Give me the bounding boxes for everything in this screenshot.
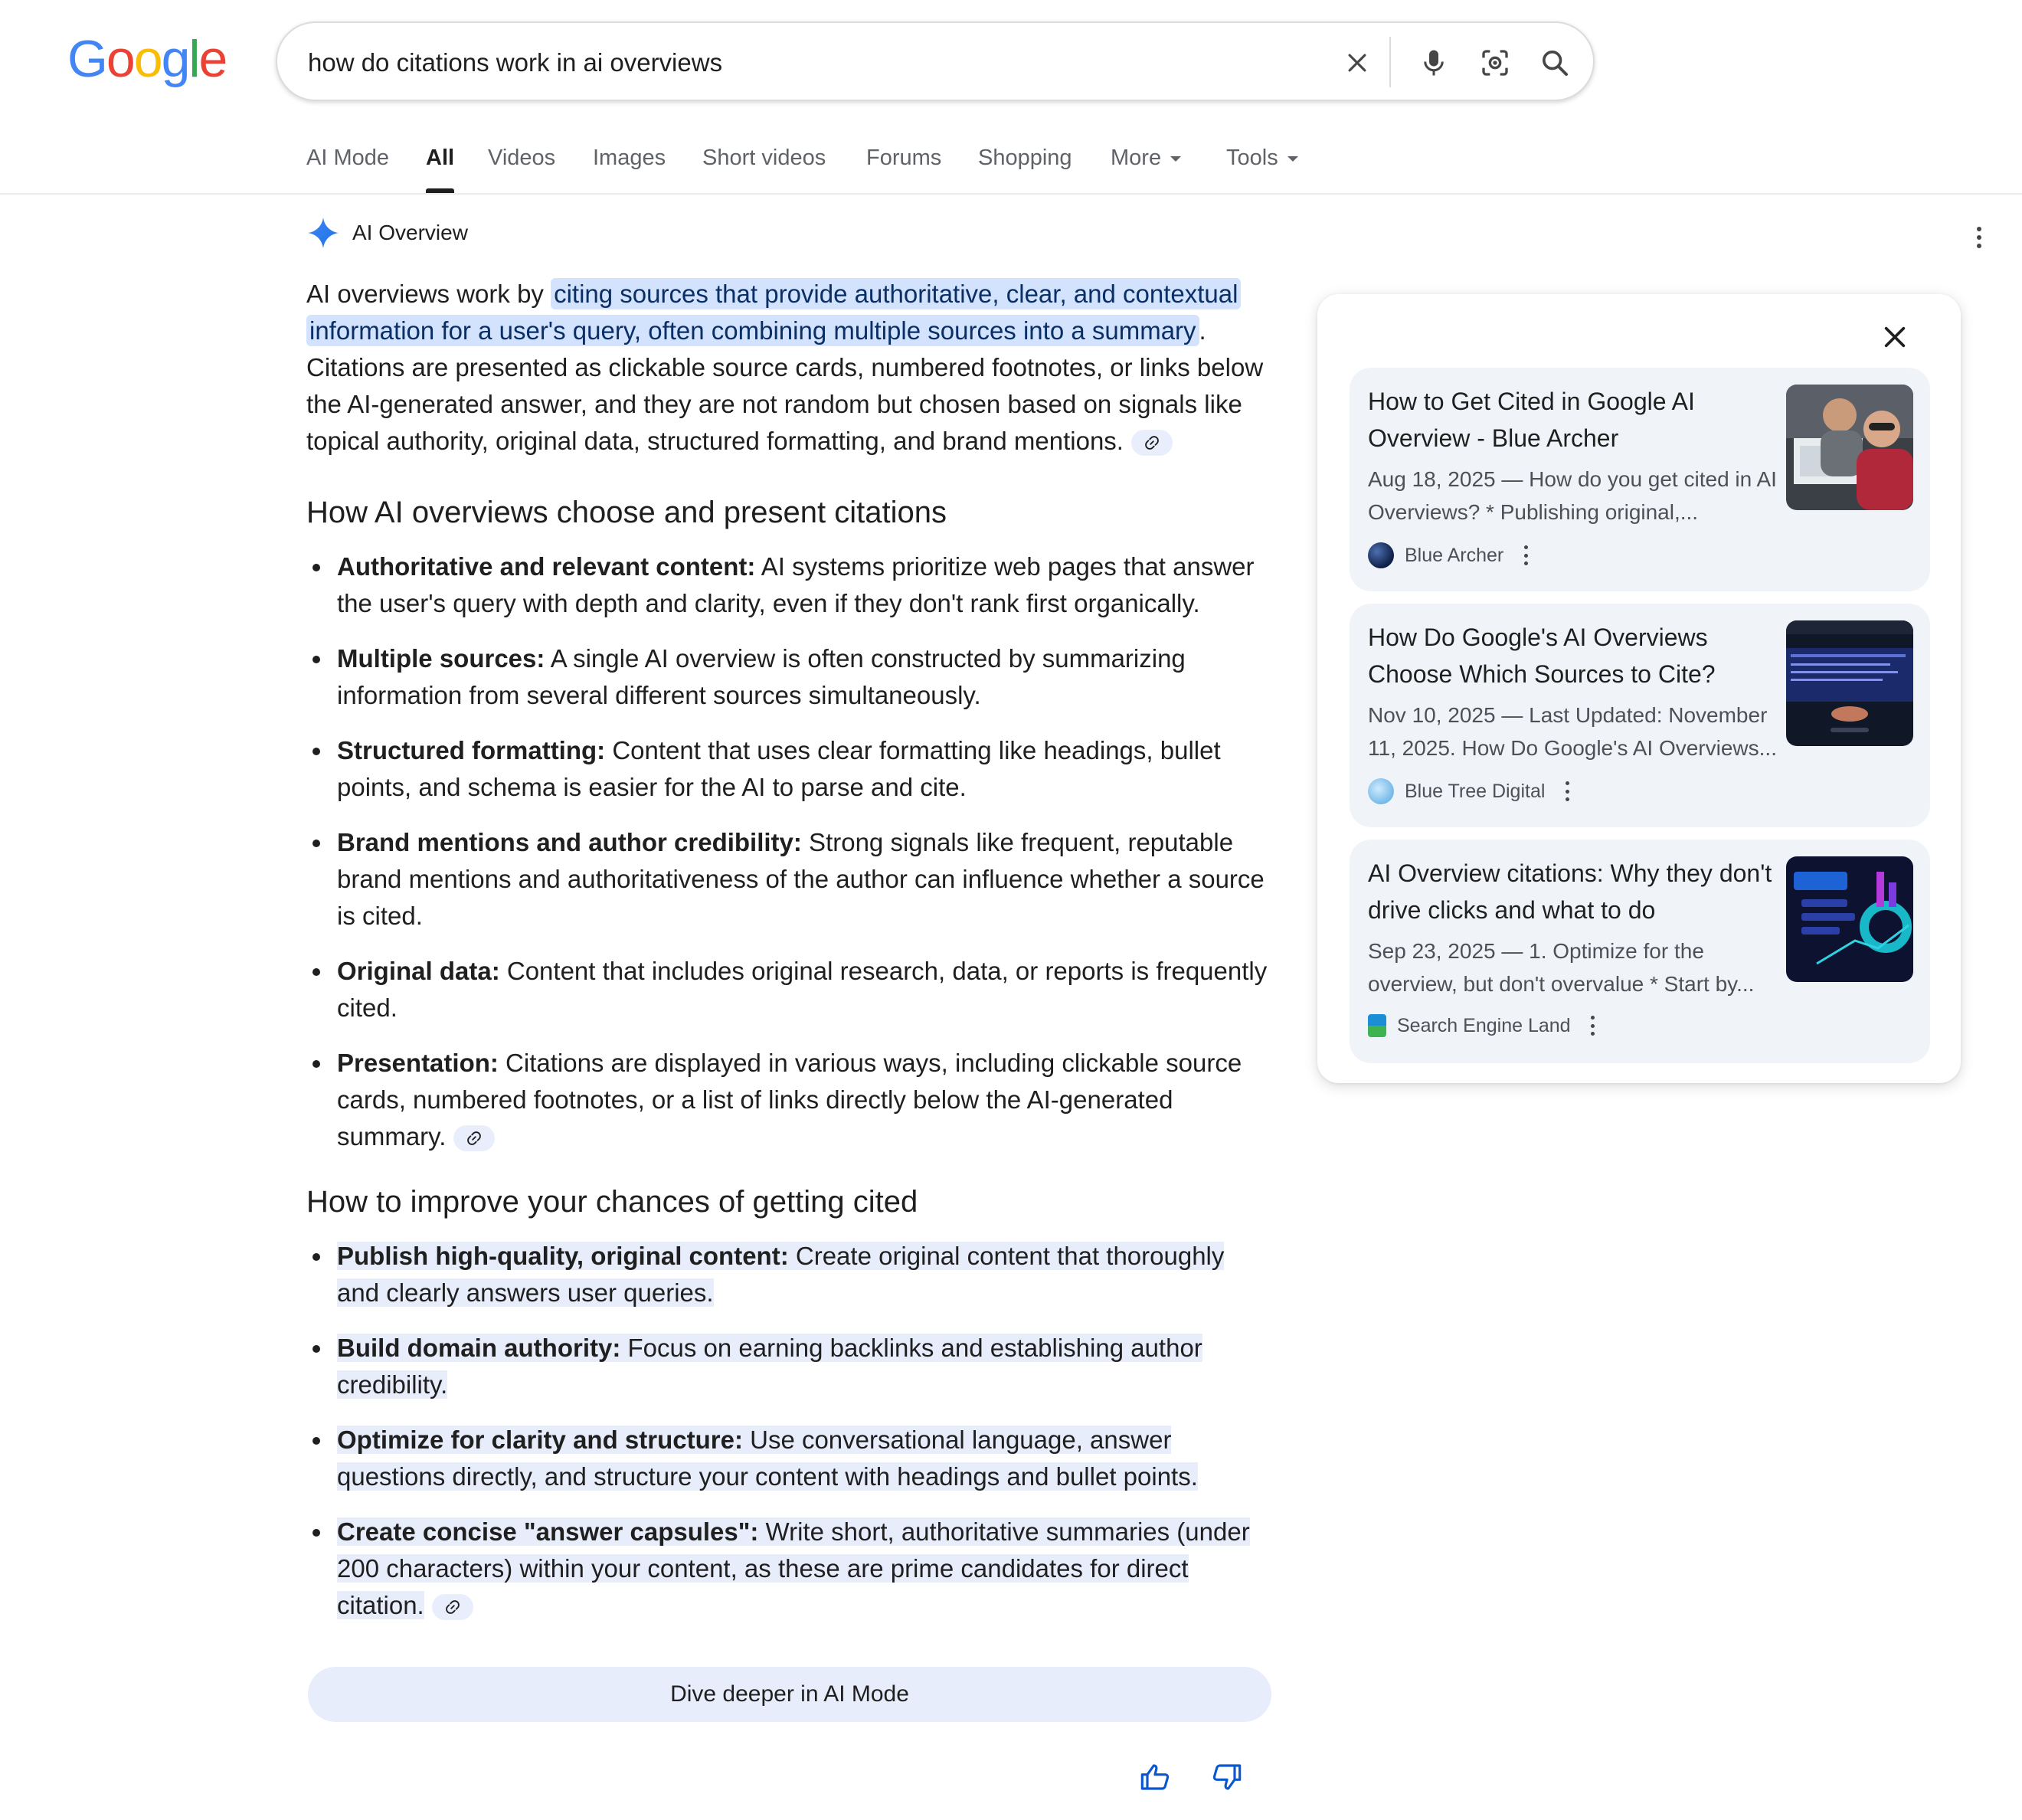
source-site-name: Search Engine Land <box>1397 1014 1571 1036</box>
list-item-term: Build domain authority: <box>337 1334 621 1362</box>
source-title[interactable]: AI Overview citations: Why they don't drive clicks and what to do <box>1368 859 1772 924</box>
list-item <box>306 1238 1273 1311</box>
citation-link-chip[interactable] <box>432 1594 473 1620</box>
link-icon <box>1144 434 1160 451</box>
tab-tools-label: Tools <box>1226 146 1278 170</box>
intro-paragraph <box>306 276 1273 460</box>
source-thumbnail <box>1786 385 1913 510</box>
list-item-term: Multiple sources: <box>337 644 545 673</box>
source-site <box>1368 778 1569 804</box>
list-item-text: AI systems prioritize web pages that answer the user's query with depth and clarity, even if they don't rank first organically. <box>337 552 1255 617</box>
list-item-text: Focus on earning backlinks and establishing author credibility. <box>337 1334 1202 1399</box>
tab-ai-mode[interactable]: AI Mode <box>306 146 389 170</box>
source-options-icon[interactable] <box>1565 781 1569 801</box>
source-title[interactable]: How to Get Cited in Google AI Overview - Blue Archer <box>1368 388 1695 452</box>
logo-letter: l <box>188 30 199 88</box>
list-item-text: Create original content that thoroughly and clearly answers user queries. <box>337 1242 1225 1307</box>
source-thumbnail <box>1786 856 1913 982</box>
list-item <box>306 732 1273 806</box>
source-snippet: Sep 23, 2025 — 1. Optimize for the overview, but don't overvalue * Start by... <box>1368 939 1755 996</box>
source-options-icon[interactable] <box>1523 545 1528 565</box>
source-snippet: Aug 18, 2025 — How do you get cited in AI Overviews? * Publishing original,... <box>1368 467 1777 524</box>
list-item-term: Authoritative and relevant content: <box>337 552 756 581</box>
citation-factors-list <box>306 548 1273 1155</box>
ai-overview-content <box>306 276 1273 1642</box>
search-icon[interactable] <box>1535 43 1575 83</box>
google-logo[interactable] <box>67 29 226 89</box>
intro-highlight: citing sources that provide authoritative, clear, and contextual information for a user's query, often combining multiple sources into a summary <box>306 278 1241 346</box>
list-item-term: Presentation: <box>337 1049 499 1077</box>
blue-tree-digital-favicon <box>1368 778 1394 804</box>
source-snippet: Nov 10, 2025 — Last Updated: November 11, 2025. How Do Google's AI Overviews... <box>1368 703 1777 760</box>
logo-letter: g <box>161 30 189 88</box>
source-site-name: Blue Tree Digital <box>1405 780 1546 802</box>
tab-videos[interactable]: Videos <box>488 146 556 170</box>
source-options-icon[interactable] <box>1591 1016 1595 1036</box>
link-icon <box>466 1130 483 1147</box>
list-item <box>306 1330 1273 1403</box>
list-item-text: Strong signals like frequent, reputable brand mentions and authoritativeness of the author can influence whether a source is cited. <box>337 828 1265 930</box>
ai-overview-title: AI Overview <box>352 221 468 244</box>
search-divider <box>1389 37 1391 87</box>
tab-images[interactable]: Images <box>593 146 666 170</box>
thumbs-down-icon[interactable] <box>1207 1757 1247 1797</box>
search-bar <box>276 21 1595 101</box>
list-item-text: Citations are displayed in various ways, including clickable source cards, numbered footnotes, or a list of links directly below the AI-generated summary. <box>337 1049 1242 1151</box>
dive-deeper-ai-mode-button[interactable]: Dive deeper in AI Mode <box>308 1667 1271 1722</box>
tab-shopping[interactable]: Shopping <box>978 146 1072 170</box>
list-item-term: Optimize for clarity and structure: <box>337 1426 743 1454</box>
citation-link-chip[interactable] <box>453 1125 495 1151</box>
clear-icon[interactable] <box>1337 43 1377 83</box>
list-item <box>306 1045 1273 1155</box>
source-site-name: Blue Archer <box>1405 544 1504 566</box>
tab-forums[interactable]: Forums <box>866 146 942 170</box>
more-options-icon[interactable] <box>1975 227 1984 248</box>
link-icon <box>444 1599 461 1615</box>
improvement-tips-list <box>306 1238 1273 1624</box>
caret-down-icon <box>1170 156 1181 162</box>
sources-panel <box>1317 294 1961 1083</box>
gemini-sparkle-icon <box>306 216 340 250</box>
close-icon[interactable] <box>1875 317 1915 357</box>
section-heading: How AI overviews choose and present citations <box>306 496 947 529</box>
tab-more[interactable] <box>1111 146 1181 193</box>
intro-lead: AI overviews work by <box>306 280 551 308</box>
tab-tools[interactable] <box>1226 146 1298 193</box>
source-card[interactable] <box>1350 840 1930 1063</box>
blue-archer-favicon <box>1368 542 1394 568</box>
list-item <box>306 1514 1273 1624</box>
list-item-text: Use conversational language, answer questions directly, and structure your content with headings and bullet points. <box>337 1426 1198 1491</box>
list-item <box>306 548 1273 622</box>
list-item-text: Content that includes original research, data, or reports is frequently cited. <box>337 957 1268 1022</box>
source-thumbnail <box>1786 620 1913 746</box>
list-item <box>306 640 1273 714</box>
thumbs-up-icon[interactable] <box>1135 1757 1175 1797</box>
logo-letter: e <box>198 30 227 88</box>
search-input[interactable] <box>308 43 1288 83</box>
list-item-term: Publish high-quality, original content: <box>337 1242 789 1270</box>
list-item-term: Original data: <box>337 957 500 985</box>
source-card[interactable] <box>1350 368 1930 591</box>
list-item-term: Structured formatting: <box>337 736 606 764</box>
list-item-text: Content that uses clear formatting like headings, bullet points, and schema is easier for the AI to parse and cite. <box>337 736 1221 801</box>
list-item <box>306 824 1273 935</box>
list-item <box>306 953 1273 1026</box>
list-item <box>306 1422 1273 1495</box>
list-item-text: Write short, authoritative summaries (under 200 characters) within your content, as these are prime candidates for direct citation. <box>337 1517 1250 1619</box>
list-item-text: A single AI overview is often constructed by summarizing information from several different sources simultaneously. <box>337 644 1186 709</box>
logo-letter: o <box>106 30 134 88</box>
camera-lens-icon[interactable] <box>1475 43 1515 83</box>
search-tabs <box>0 130 2022 195</box>
citation-link-chip[interactable] <box>1131 430 1173 456</box>
logo-letter: o <box>133 30 162 88</box>
list-item-term: Create concise "answer capsules": <box>337 1517 759 1546</box>
intro-rest: . Citations are presented as clickable source cards, numbered footnotes, or links below the AI-generated answer, and they are not random but chosen based on signals like topical authority, original data, structured formatting, and brand mentions. <box>306 316 1264 455</box>
microphone-icon[interactable] <box>1414 43 1454 83</box>
source-title[interactable]: How Do Google's AI Overviews Choose Which Sources to Cite? <box>1368 624 1716 688</box>
caret-down-icon <box>1287 156 1298 162</box>
source-card[interactable] <box>1350 604 1930 827</box>
ai-overview-header <box>306 216 468 250</box>
list-item-term: Brand mentions and author credibility: <box>337 828 802 856</box>
tab-all[interactable]: All <box>426 146 454 193</box>
source-site <box>1368 1014 1595 1037</box>
tab-more-label: More <box>1111 146 1162 170</box>
source-site <box>1368 542 1528 568</box>
tab-short-videos[interactable]: Short videos <box>702 146 826 170</box>
search-engine-land-favicon <box>1368 1014 1386 1037</box>
logo-letter: G <box>67 30 106 88</box>
section-heading: How to improve your chances of getting cited <box>306 1185 918 1219</box>
